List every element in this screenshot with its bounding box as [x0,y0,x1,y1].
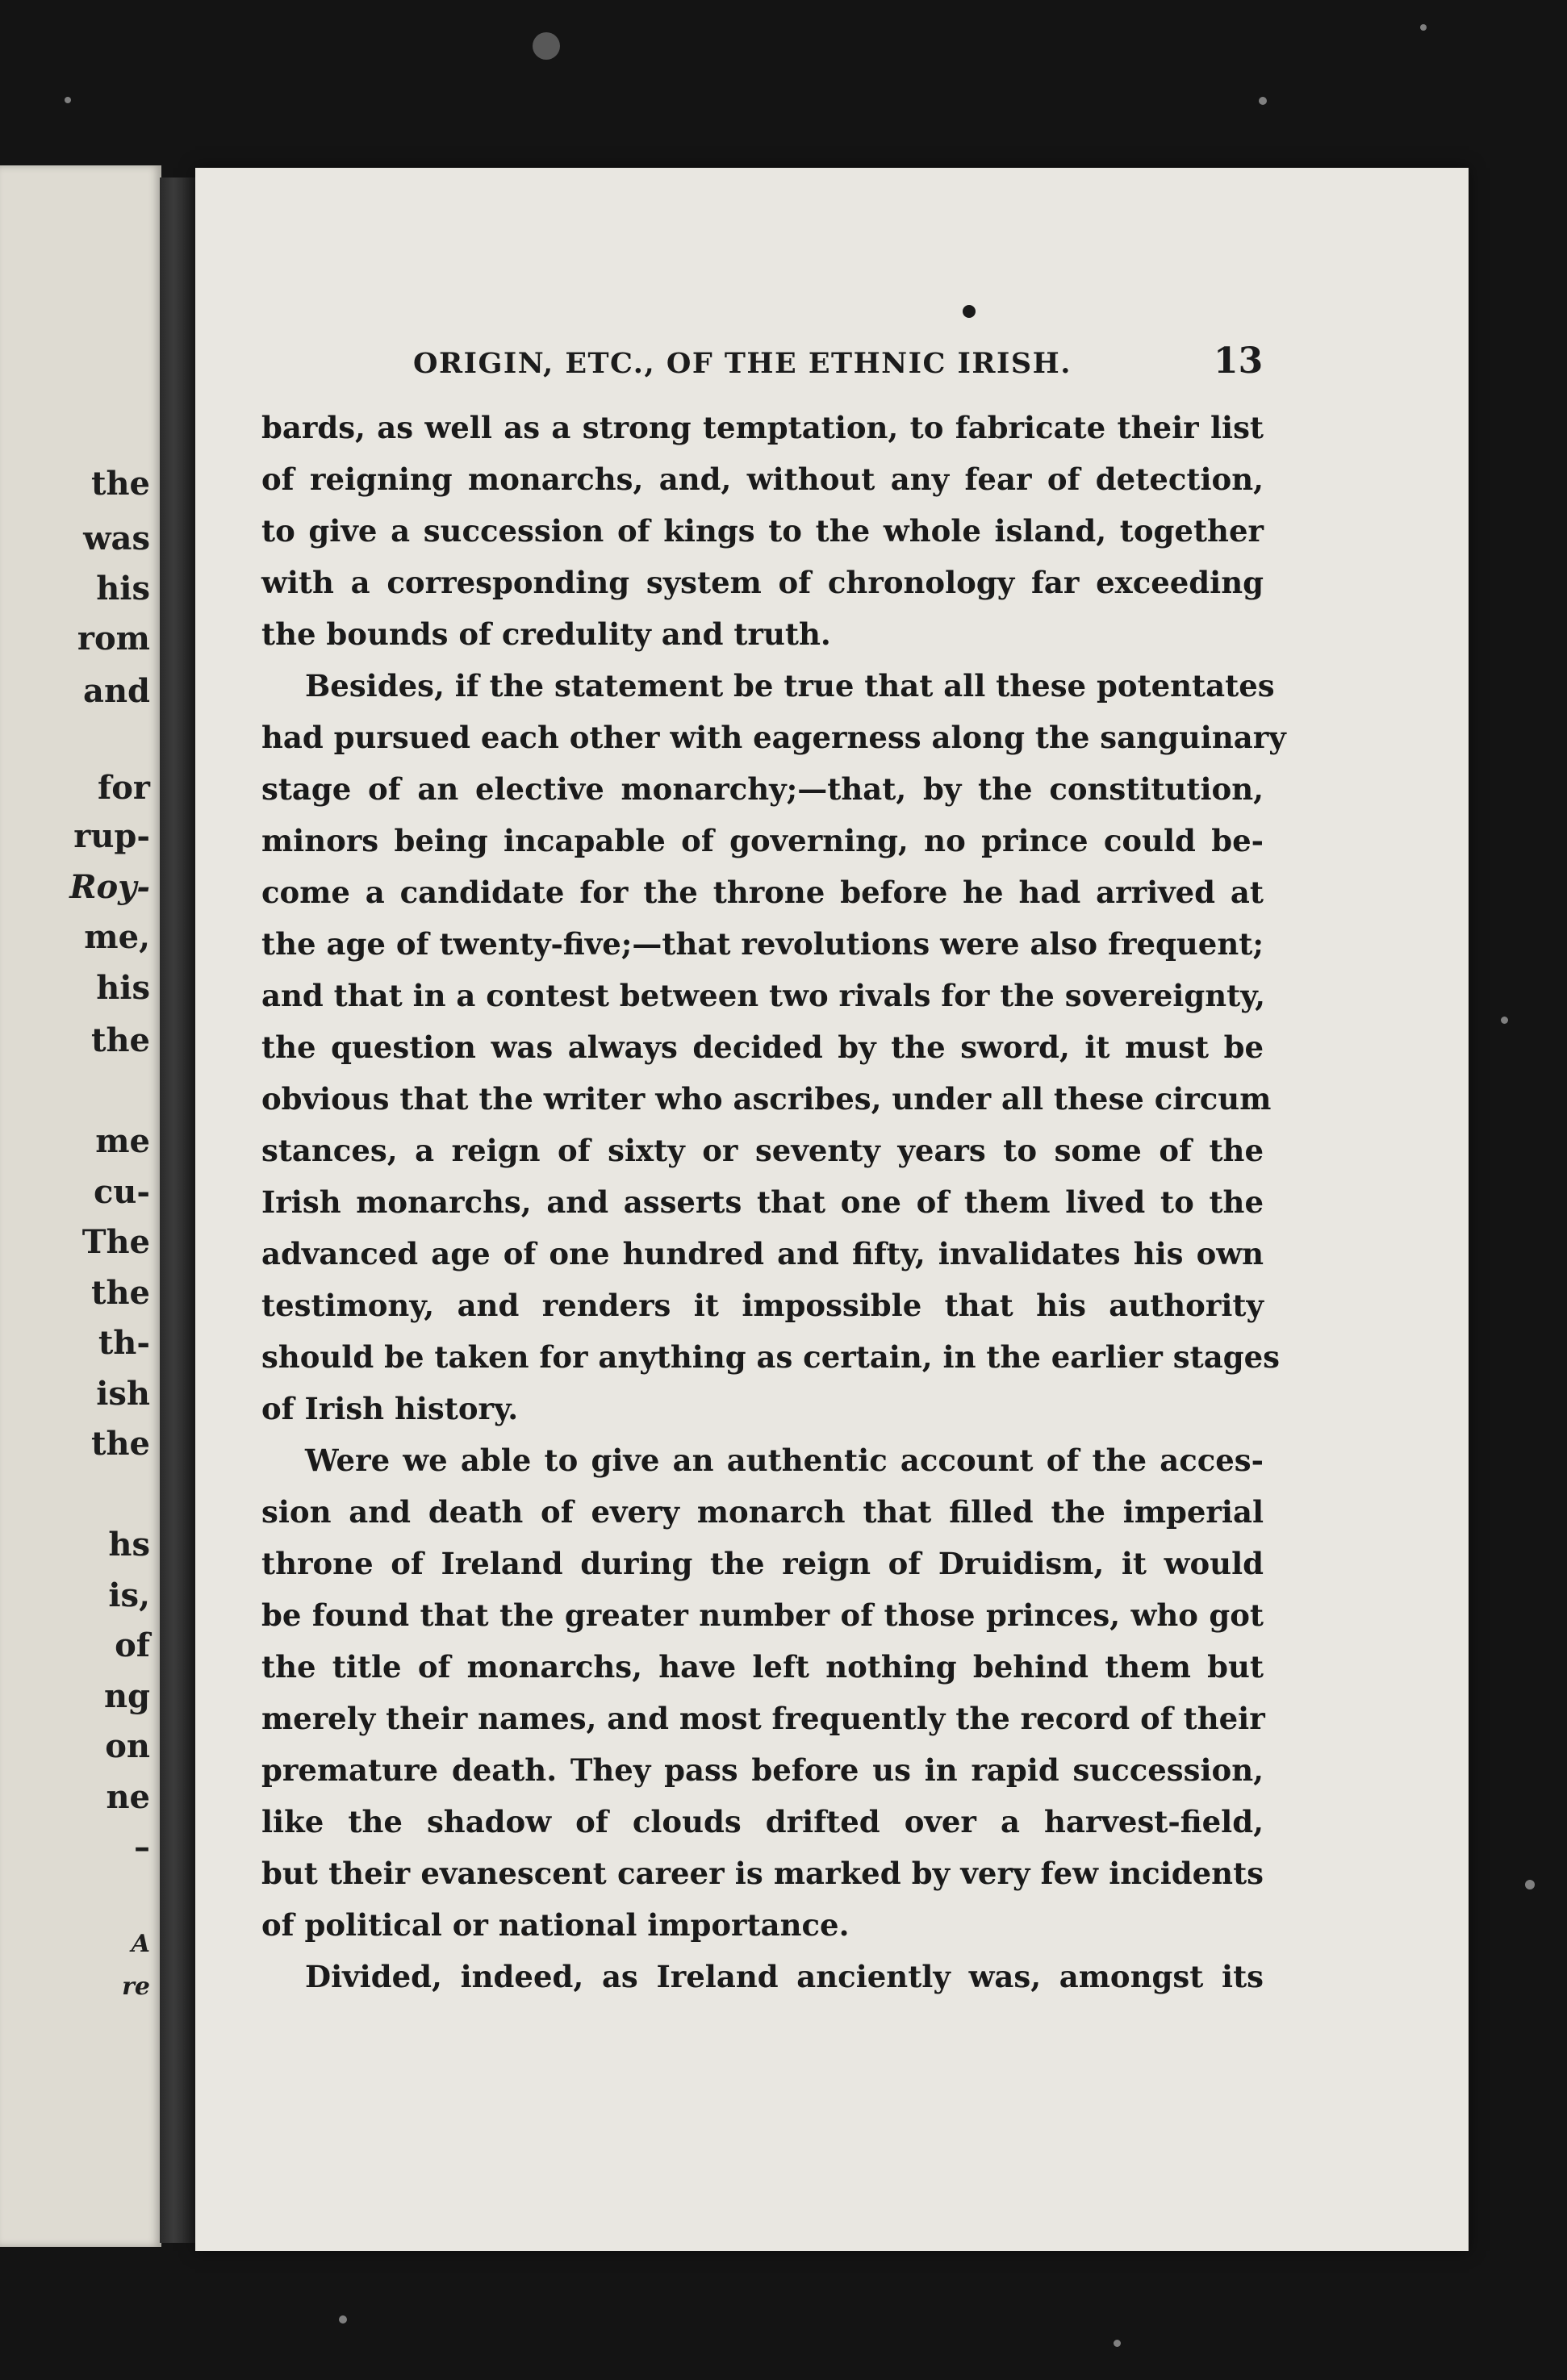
text-line: the title of monarchs, have left nothing behind them but [261,1649,1264,1685]
text-line: Divided, indeed, as Ireland anciently was, amongst its [305,1959,1264,1994]
text-line: the bounds of credulity and truth. [261,616,831,652]
scan-speck [1525,1880,1535,1889]
left-page-fragment: Roy- [69,868,150,906]
text-line: merely their names, and most frequently the record of their [261,1701,1265,1736]
body-text [261,402,1286,2002]
left-page-fragment: ish [96,1375,150,1413]
scan-speck [533,32,560,60]
left-page-fragment: on [105,1727,150,1765]
left-page-fragment: cu- [93,1173,150,1211]
left-page-fragment: is, [108,1576,150,1614]
text-line: testimony, and renders it impossible that his authority [261,1288,1264,1323]
text-line: Were we able to give an authentic account of the acces- [305,1443,1264,1478]
text-line: be found that the greater number of those princes, who got [261,1597,1264,1633]
scan-speck [1259,97,1267,105]
left-page-fragment: th- [98,1324,150,1362]
left-page-fragment: re [122,1973,150,2001]
scan-speck [1114,2340,1121,2347]
text-line: stances, a reign of sixty or seventy years to some of the [261,1133,1264,1168]
text-line: throne of Ireland during the reign of Druidism, it would [261,1546,1264,1581]
text-line: to give a succession of kings to the whole island, together [261,513,1264,549]
left-page-fragment: of [115,1626,150,1664]
left-page-fragment: was [83,520,150,557]
scan-speck [65,97,71,103]
left-page-fragment: me, [84,918,150,956]
left-page-fragment: A [131,1930,150,1958]
text-line: come a candidate for the throne before he had arrived at [261,875,1264,910]
page-number: 13 [1214,340,1264,382]
text-line: stage of an elective monarchy;—that, by the constitution, [261,771,1264,807]
scan-speck [1501,1017,1508,1024]
text-line: obvious that the writer who ascribes, under all these circum [261,1081,1272,1117]
left-page-fragment: the [90,1425,150,1463]
text-line: and that in a contest between two rivals for the sovereignty, [261,978,1266,1013]
text-line: sion and death of every monarch that filled the imperial [261,1494,1264,1530]
previous-page-edge [0,165,161,2247]
text-line: of political or national importance. [261,1907,850,1943]
left-page-fragment: the [90,465,150,503]
scan-speck [1420,24,1427,31]
left-page-fragment: the [90,1021,150,1059]
running-head: ORIGIN, ETC., OF THE ETHNIC IRISH. [413,347,1072,380]
text-line: Irish monarchs, and asserts that one of them lived to the [261,1184,1264,1220]
scan-speck [339,2315,347,2324]
left-page-fragment: – [134,1828,150,1866]
book-page [195,168,1469,2251]
text-line: premature death. They pass before us in rapid succession, [261,1752,1264,1788]
text-line: the question was always decided by the sword, it must be [261,1029,1264,1065]
text-line: of Irish history. [261,1391,519,1426]
left-page-fragment: hs [108,1526,150,1564]
text-line: like the shadow of clouds drifted over a harvest-field, [261,1804,1264,1839]
left-page-fragment: ne [106,1778,150,1816]
ink-dot [963,305,976,318]
left-page-fragment: for [98,769,150,807]
text-line: bards, as well as a strong temptation, to fabricate their list [261,410,1264,445]
left-page-fragment: ng [103,1677,150,1715]
left-page-fragment: his [96,969,150,1007]
text-line: should be taken for anything as certain, in the earlier stages [261,1339,1280,1375]
text-line: Besides, if the statement be true that all these potentates [305,668,1275,704]
left-page-fragment: me [95,1122,150,1160]
left-page-fragment: the [90,1274,150,1312]
text-line: with a corresponding system of chronology far exceeding [261,565,1264,600]
left-page-fragment: his [96,570,150,608]
text-line: minors being incapable of governing, no prince could be- [261,823,1264,858]
book-gutter [160,177,195,2243]
text-line: of reigning monarchs, and, without any fear of detection, [261,461,1264,497]
left-page-fragment: rup- [73,817,150,855]
text-line: advanced age of one hundred and fifty, invalidates his own [261,1236,1264,1271]
text-line: the age of twenty-five;—that revolutions were also frequent; [261,926,1264,962]
text-line: had pursued each other with eagerness along the sanguinary [261,720,1286,755]
left-page-fragment: rom [77,620,150,658]
left-page-fragment: The [81,1223,150,1261]
text-line: but their evanescent career is marked by very few incidents [261,1856,1264,1891]
left-page-fragment: and [83,672,150,710]
